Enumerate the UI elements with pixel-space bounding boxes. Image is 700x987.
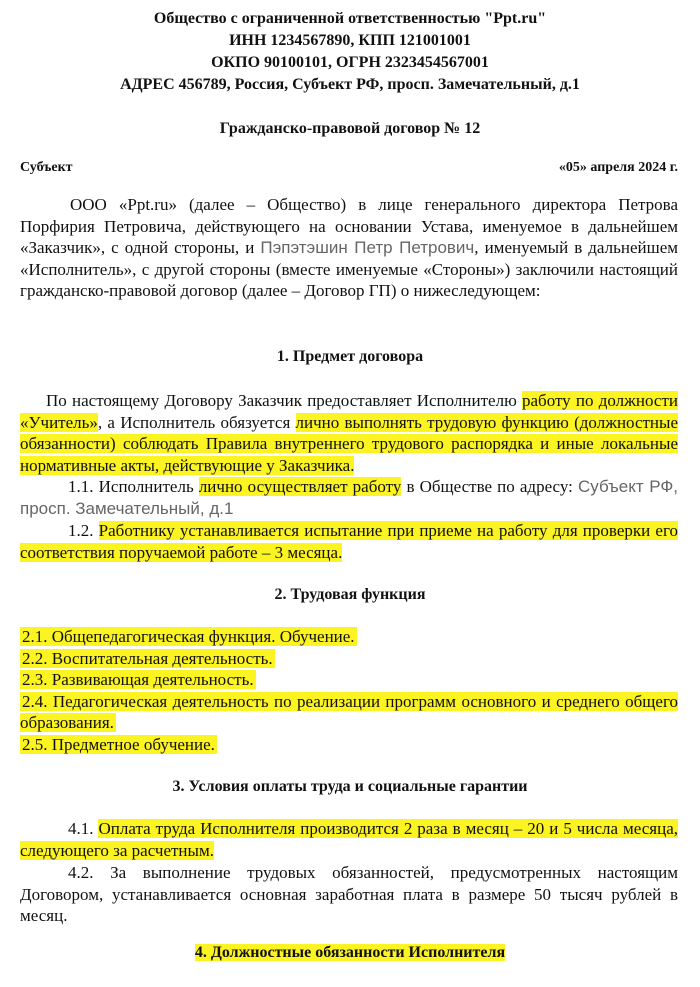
clause-4-2: 4.2. За выполнение трудовых обязанностей, предусмотренных настоящим Договором, устанавливается основная заработная плата в размере 50 тысяч рублей в месяц. bbox=[20, 863, 678, 926]
list-item: 2.1. Общепедагогическая функция. Обучение. bbox=[22, 627, 355, 646]
c12-text-a: 1.2. bbox=[68, 521, 99, 540]
intro-text-2: , именуемый в дальнейшем «Исполнитель», с другой стороны (вместе именуемые «Стороны») заключили настоящий гражданско-правовой договор (далее – Договор ГП) о нижеследующем: bbox=[20, 238, 678, 301]
list-item: 2.2. Воспитательная деятельность. bbox=[22, 648, 273, 668]
section-1-paragraph bbox=[20, 390, 678, 476]
place-date-line bbox=[20, 160, 678, 176]
clause-1-1 bbox=[20, 476, 678, 519]
company-okpo-ogrn: ОКПО 90100101, ОГРН 2323454567001 bbox=[211, 54, 489, 71]
section-2-heading: 2. Трудовая функция bbox=[274, 586, 426, 603]
c11-address: Субъект РФ, просп. Замечательный, д.1 bbox=[20, 477, 679, 518]
executor-name: Пэпэтэшин Петр Петрович bbox=[260, 238, 475, 258]
section-3-heading: 3. Условия оплаты труда и социальные гарантии bbox=[172, 778, 528, 795]
company-name: Общество с ограниченной ответственностью "Ppt.ru" bbox=[153, 10, 547, 27]
company-address: АДРЕС 456789, Россия, Субъект РФ, просп. Замечательный, д.1 bbox=[120, 76, 580, 93]
s1-text-a: По настоящему Договору Заказчик предоставляет Исполнителю bbox=[46, 391, 522, 410]
intro-text-1: ООО «Ppt.ru» (далее – Общество) в лице генерального директора Петрова Порфирия Петровича, действующего на основании Устава, именуемое в дальнейшем «Заказчик», с одной стороны, и bbox=[20, 195, 678, 258]
section-2-list bbox=[20, 626, 678, 756]
list-item: 2.5. Предметное обучение. bbox=[22, 734, 215, 754]
c12-highlight: Работнику устанавливается испытание при приеме на работу для проверки его соответствия поручаемой работе – 3 месяца. bbox=[20, 521, 678, 562]
list-item: 2.4. Педагогическая деятельность по реализации программ основного и среднего общего образования. bbox=[20, 691, 678, 733]
company-header bbox=[0, 8, 700, 96]
c41-text-a: 4.1. bbox=[68, 819, 99, 838]
c41-highlight: Оплата труда Исполнителя производится 2 раза в месяц – 20 и 5 числа месяца, следующего за расчетным. bbox=[20, 819, 678, 860]
c11-text-b: в Обществе по адресу: bbox=[401, 477, 578, 496]
s1-text-b: , а Исполнитель обязуется bbox=[97, 412, 296, 432]
clause-1-2 bbox=[20, 520, 678, 563]
c11-highlight: лично осуществляет работу bbox=[198, 477, 402, 496]
section-4-heading: 4. Должностные обязанности Исполнителя bbox=[194, 944, 506, 961]
list-item: 2.3. Развивающая деятельность. bbox=[22, 670, 254, 690]
contract-place: Субъект bbox=[20, 160, 73, 175]
section-1-heading: 1. Предмет договора bbox=[276, 348, 424, 365]
c11-text-a: 1.1. Исполнитель bbox=[68, 477, 199, 496]
s1-highlight-position: работу по должности «Учитель» bbox=[20, 391, 678, 432]
contract-date: «05» апреля 2024 г. bbox=[558, 160, 678, 175]
company-inn-kpp: ИНН 1234567890, КПП 121001001 bbox=[229, 32, 471, 49]
clause-4-1 bbox=[20, 818, 678, 861]
contract-title: Гражданско-правовой договор № 12 bbox=[219, 120, 481, 137]
s1-highlight-duties: лично выполнять трудовую функцию (должностные обязанности) соблюдать Правила внутреннего трудового распорядка и иные локальные нормативные акты, действующие у Заказчика. bbox=[20, 412, 678, 475]
intro-paragraph bbox=[20, 194, 678, 302]
